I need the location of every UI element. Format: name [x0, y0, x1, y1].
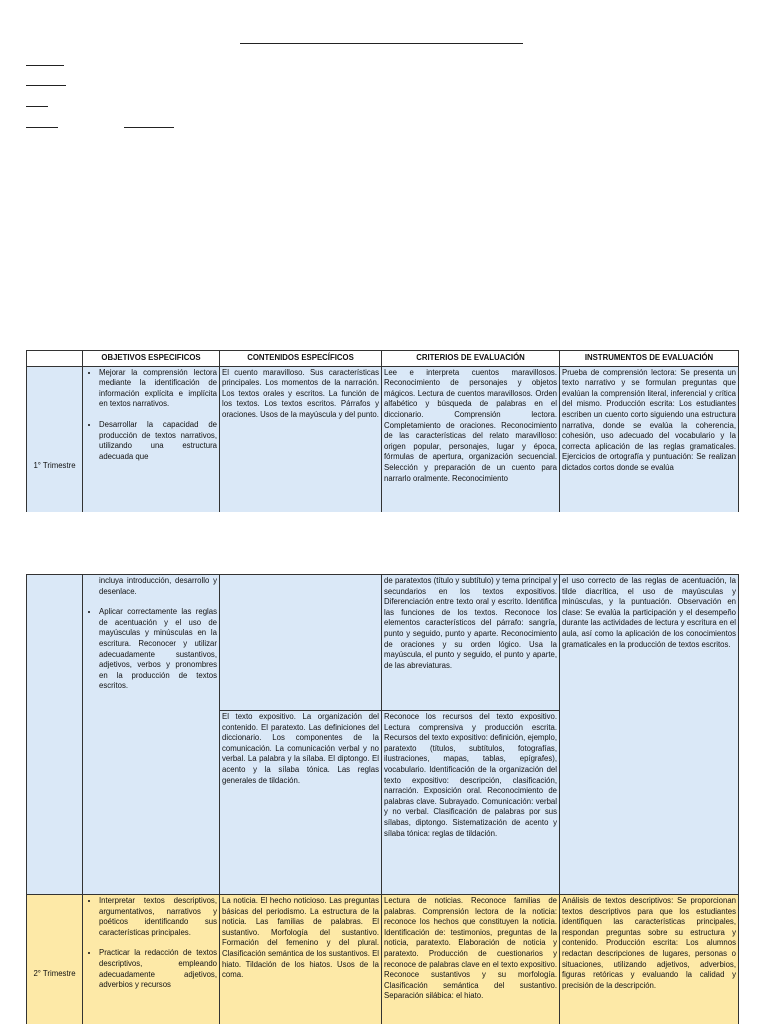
contenidos-cell-expositivo: El texto expositivo. La organización del contenido. El paratexto. Las definiciones del diccionario. Los componentes de la comunicación. La comunicación verbal y no verbal. La palabra y la sílaba. El diptongo. El acento y la sílaba tónica. Las reglas generales de tildación. [220, 711, 382, 895]
header-instrumentos: INSTRUMENTOS DE EVALUACIÓN [560, 351, 739, 367]
header-contenidos: CONTENIDOS ESPECÍFICOS [220, 351, 382, 367]
criterios-cell-expositivo: Reconoce los recursos del texto expositivo. Lectura comprensiva y producción escrita. Recursos del texto expositivo: definición, ejemplo, paratexto (títulos, subtítulos, fotografías, ilustraciones, mapas, tablas, epígrafes), vocabulario. Identificación de la organización del texto expositivo: descripción, clasificación, narración. Exposición oral. Reconocimiento de palabras clave. Subrayado. Comunicación: verbal y no verbal. Clasificación de palabras por sus sílabas, diptongo. Sistematización de acento y sílaba tónica: reglas de tildación. [382, 711, 560, 895]
table-page-2 [26, 574, 740, 1024]
field-underline-4 [26, 127, 58, 128]
objetivo-item: • Interpretar textos descriptivos, argumentativos, narrativos y poéticos identificando sus características principales. [99, 896, 217, 938]
criterios-cell: Lee e interpreta cuentos maravillosos. Reconocimiento de personajes y objetos mágicos. Lectura de cuentos maravillosos. Orden alfabético y búsqueda de palabras en el diccionario. Comprensión lectora. Completamiento de oraciones. Reconocimiento de las características del relato maravilloso: origen popular, personajes, lugar y época, fórmulas de apertura, organización secuencial. Selección y preparación de un cuento para narrarlo oralmente. Reconocimiento [382, 366, 560, 512]
instrumentos-cell-t2: Análisis de textos descriptivos: Se proporcionan textos descriptivos para que los estudiantes identifiquen las características principales, respondan preguntas sobre su estructura y contenido. Producción escrita: Los alumnos redactan descripciones de lugares, personas o situaciones, utilizando adjetivos, adverbios, figuras retóricas y evaluando la calidad y precisión de la descripción. [560, 895, 739, 1024]
objetivo-item: • Mejorar la comprensión lectora mediante la identificación de información explícita e implícita en textos narrativos. [99, 368, 217, 410]
title-underline [240, 43, 523, 44]
trimestre-1-text: 1° Trimestre [33, 460, 76, 470]
objetivo-item: • Aplicar correctamente las reglas de acentuación y el uso de mayúsculas y minúsculas en la escritura. Reconocer y utilizar adecuadamente sustantivos, adjetivos, verbos y pronombres en la producción de textos escritos. [99, 607, 217, 692]
objetivo-item: • Practicar la redacción de textos descriptivos, empleando adecuadamente adjetivos, adverbios y recursos [99, 948, 217, 990]
objetivo-item: • Desarrollar la capacidad de producción de textos narrativos, utilizando una estructura adecuada que [99, 420, 217, 462]
contenidos-cell: El cuento maravilloso. Sus características principales. Los momentos de la narración. Los textos orales y escritos. La función de los textos. Los textos escritos. Párrafos y oraciones. Usos de la mayúscula y del punto. [220, 366, 382, 512]
contenidos-cell-continued [220, 575, 382, 711]
instrumentos-cell: Prueba de comprensión lectora: Se presenta un texto narrativo y se formulan preguntas que evalúan la comprensión literal, inferencial y crítica del mismo. Producción escrita: Los estudiantes escriben un cuento corto siguiendo una estructura narrativa, donde se evalúa la coherencia, cohesión, uso adecuado del vocabulario y la correcta aplicación de las reglas gramaticales. Ejercicios de ortografía y puntuación: Se realizan dictados cortos donde se evalúa [560, 366, 739, 512]
trimestre-1-continued [27, 575, 83, 895]
instrumentos-cell-continued: el uso correcto de las reglas de acentuación, la tilde diacrítica, el uso de mayúsculas y minúsculas, y la puntuación. Observación en clase: Se evalúa la participación y el desempeño durante las actividades de lectura y escritura en el aula, así como la aplicación de los conocimientos gramaticales en la producción de textos escritos. [560, 575, 739, 895]
objetivos-cell [83, 366, 220, 512]
trimestre-2-label [27, 895, 83, 1024]
objetivos-cell-continued [83, 575, 220, 895]
objetivo-item-continued: incluya introducción, desarrollo y desenlace. [99, 576, 217, 596]
header-empty [27, 351, 83, 367]
criterios-cell-t2: Lectura de noticias. Reconoce familias de palabras. Comprensión lectora de la noticia: reconoce los hechos que constituyen la noticia. Identificación de: testimonios, preguntas de la noticia, paratexto. Elaboración de noticia y paratexto. Producción de cuestionarios y reconoce de palabras clave en el texto expositivo. Reconoce sustantivos y su morfología. Clasificación semántica del sustantivo. Separación silábica: el hiato. [382, 895, 560, 1024]
field-underline-1 [26, 65, 64, 66]
field-underline-2 [26, 85, 66, 86]
trimestre-2-text: 2° Trimestre [33, 969, 76, 979]
field-underline-5 [124, 127, 174, 128]
objetivos-cell-t2 [83, 895, 220, 1024]
trimestre-1-label [27, 366, 83, 512]
header-criterios: CRITERIOS DE EVALUACIÓN [382, 351, 560, 367]
contenidos-cell-t2: La noticia. El hecho noticioso. Las preguntas básicas del periodismo. La estructura de la noticia. Las familias de palabras. El sustantivo. Morfología del sustantivo. Formación del femenino y del plural. Clasificación semántica de los sustantivos. El hiato. Tildación de los hiatos. Usos de la coma. [220, 895, 382, 1024]
criterios-cell-continued: de paratextos (título y subtítulo) y tema principal y secundarios en los textos expositivos. Diferenciación entre texto oral y escrito. Identifica las funciones de los textos. Reconoce los elementos característicos del párrafo: sangría, punto y seguido, punto y aparte. Reconocimiento de oraciones y su orden lógico. Usa la mayúscula, el punto y seguido, el punto y aparte, de las abreviaturas. [382, 575, 560, 711]
table-page-1 [26, 350, 740, 512]
header-objetivos: OBJETIVOS ESPECIFICOS [83, 351, 220, 367]
field-underline-3 [26, 106, 48, 107]
